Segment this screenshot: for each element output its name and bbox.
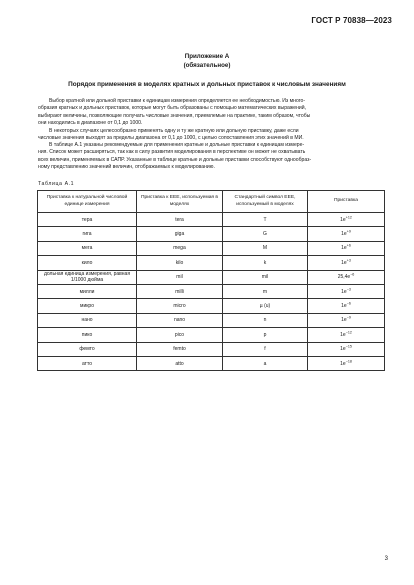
multiplier-mantissa: 1e	[341, 259, 347, 266]
table-caption: Таблица А.1	[38, 181, 75, 187]
multiplier-cell	[308, 241, 385, 255]
paragraph-line: ному представлению значений величин, отображаемых к моделированию.	[38, 163, 215, 170]
paragraph-line: числовые значения выходят за пределы диапазона от 0,1 до 1000, с целью сопоставления этих значений в МИ.	[38, 134, 304, 141]
table-row	[38, 313, 385, 327]
standard-symbol-cell: m	[223, 284, 308, 298]
standard-symbol-cell: n	[223, 313, 308, 327]
multiplier-exponent: +12	[345, 215, 352, 220]
model-prefix-cell: kilo	[137, 256, 223, 270]
model-prefix-cell: milli	[137, 284, 223, 298]
standard-symbol-cell: mil	[223, 270, 308, 284]
natural-prefix-cell: атто	[38, 356, 137, 370]
model-prefix-cell: femto	[137, 342, 223, 356]
multiplier-mantissa: 1e	[341, 231, 347, 238]
multiplier-cell	[308, 299, 385, 313]
annex-heading	[0, 52, 414, 70]
multiplier-exponent: −12	[345, 330, 352, 335]
table-row	[38, 241, 385, 255]
multiplier-cell	[308, 227, 385, 241]
standard-symbol-cell: f	[223, 342, 308, 356]
standard-symbol-cell: M	[223, 241, 308, 255]
multiplier-exponent: −6	[346, 301, 351, 306]
paragraph-line: Выбор кратной или дольной приставки к единицам измерения определяется ее необходимостью. Из много-	[49, 98, 306, 104]
standard-symbol-cell: µ (u)	[223, 299, 308, 313]
annex-title: Приложение А	[184, 53, 230, 60]
model-prefix-cell: micro	[137, 299, 223, 313]
model-prefix-cell: mega	[137, 241, 223, 255]
multiplier-cell	[308, 256, 385, 270]
multiplier-exponent: −6	[350, 272, 355, 277]
model-prefix-cell: nano	[137, 313, 223, 327]
paragraph-line: В некоторых случаях целесообразно применять одну и ту же кратную или дольную приставку, даже если	[49, 127, 299, 134]
table-row	[38, 270, 385, 284]
standard-symbol-cell: G	[223, 227, 308, 241]
multiplier-exponent: −18	[345, 359, 352, 364]
standard-symbol-cell: a	[223, 356, 308, 370]
multiplier-mantissa: 1e	[340, 360, 346, 367]
paragraph-2	[38, 128, 384, 143]
multiplier-mantissa: 1e	[340, 346, 346, 353]
paragraph-3	[38, 142, 384, 171]
standard-symbol-cell: p	[223, 328, 308, 342]
natural-prefix-cell: гига	[38, 227, 137, 241]
table-row	[38, 356, 385, 370]
model-prefix-cell: atto	[137, 356, 223, 370]
multiplier-mantissa: 1e	[341, 245, 347, 252]
multiplier-exponent: −15	[345, 344, 352, 349]
natural-prefix-cell: фемто	[38, 342, 137, 356]
natural-prefix-cell: микро	[38, 299, 137, 313]
multiplier-mantissa: 1e	[341, 303, 347, 310]
multiplier-exponent: −3	[346, 287, 351, 292]
paragraph-line: они находились в диапазоне от 0,1 до 1000.	[38, 119, 143, 126]
standard-symbol-cell: k	[223, 256, 308, 270]
table-row	[38, 213, 385, 227]
multiplier-mantissa: 1e	[340, 331, 346, 338]
model-prefix-cell: pico	[137, 328, 223, 342]
natural-prefix-cell: нано	[38, 313, 137, 327]
multiplier-cell	[308, 356, 385, 370]
table-header-row	[38, 191, 385, 213]
paragraph-line: образия кратных и дольных приставок, которые могут быть образованы с помощью математических выражений,	[38, 105, 307, 112]
paragraph-1	[38, 98, 384, 127]
column-header-standard-symbol: Стандартный символ ЕЕЕ, используемый в моделях	[223, 191, 308, 213]
model-prefix-cell: giga	[137, 227, 223, 241]
multiplier-cell	[308, 270, 385, 284]
multiplier-mantissa: 1e	[341, 317, 347, 324]
paragraph-line: ния. Список может расширяться, так как в силу развития моделирования в перспективе он может не охватывать	[38, 149, 306, 156]
column-header-natural-prefix: Приставка к натуральной числовой единице измерения	[38, 191, 137, 213]
multiplier-exponent: +9	[346, 229, 351, 234]
multiplier-exponent: +6	[346, 244, 351, 249]
multiplier-mantissa: 1e	[340, 216, 346, 223]
prefix-table	[37, 190, 385, 371]
page-number: 3	[384, 556, 388, 562]
column-header-multiplier: Приставка	[308, 191, 385, 213]
multiplier-cell	[308, 284, 385, 298]
multiplier-cell	[308, 313, 385, 327]
multiplier-mantissa: 1e	[341, 288, 347, 295]
table-row	[38, 342, 385, 356]
standard-symbol-cell: T	[223, 213, 308, 227]
model-prefix-cell: tera	[137, 213, 223, 227]
paragraph-line: В таблице А.1 указаны рекомендуемые для применения кратные и дольные приставки к единицам измере-	[49, 142, 305, 148]
annex-subtitle: (обязательное)	[183, 62, 231, 69]
table-row	[38, 227, 385, 241]
standard-header: ГОСТ Р 70838—2023	[311, 16, 392, 25]
model-prefix-cell: mil	[137, 270, 223, 284]
paragraph-line: всех величин, применяемых в САПР. Указанные в таблице кратные и дольные приставки способствуют однообраз-	[38, 156, 312, 163]
multiplier-cell	[308, 328, 385, 342]
table-row	[38, 256, 385, 270]
natural-prefix-cell: мега	[38, 241, 137, 255]
natural-prefix-cell: милли	[38, 284, 137, 298]
natural-prefix-cell: дольная единица измерения, равная 1/1000 дюйма	[38, 270, 137, 284]
natural-prefix-cell: тера	[38, 213, 137, 227]
multiplier-exponent: +3	[346, 258, 351, 263]
multiplier-mantissa: 25,4e	[337, 274, 351, 281]
table-row	[38, 328, 385, 342]
multiplier-cell	[308, 342, 385, 356]
multiplier-exponent: −9	[346, 316, 351, 321]
table-row	[38, 284, 385, 298]
table-body	[38, 213, 385, 371]
natural-prefix-cell: пико	[38, 328, 137, 342]
table-row	[38, 299, 385, 313]
natural-prefix-cell: кило	[38, 256, 137, 270]
multiplier-cell	[308, 213, 385, 227]
column-header-model-prefix: Приставка к ЕЕЕ, используемая в моделях	[137, 191, 223, 213]
paragraph-line: выбирают величины, позволяющие получать числовые значения, приемлемые на практике, таким образом, чтобы	[38, 112, 311, 119]
section-title: Порядок применения в моделях кратных и дольных приставок к числовым значениям	[68, 81, 346, 88]
